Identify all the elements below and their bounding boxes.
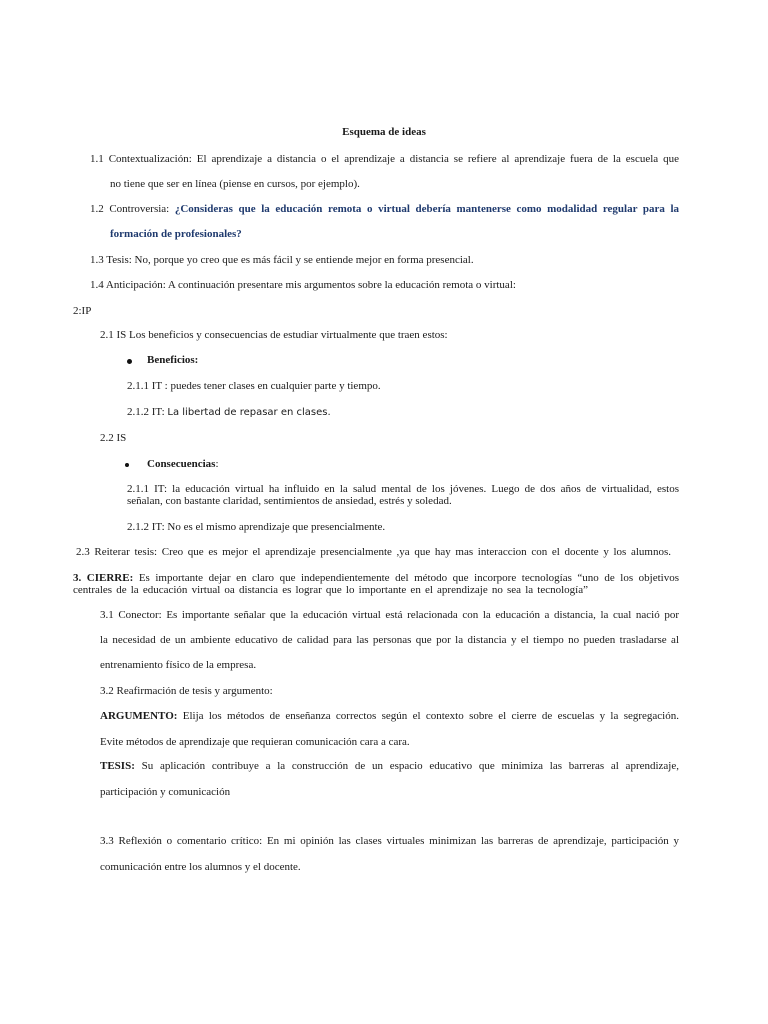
is-2-2: 2.2 IS (100, 432, 127, 444)
tesis-line-2: participación y comunicación (100, 786, 231, 798)
reflexion-line-2: comunicación entre los alumnos y el docente. (100, 861, 301, 873)
conector-line-3: entrenamiento físico de la empresa. (100, 659, 257, 671)
conector-line-1: 3.1 Conector: Es importante señalar que la educación virtual está relacionada con la educación a distancia, la cual nació por (100, 609, 679, 621)
argumento-text-1: Elija los métodos de enseñanza correctos según el contexto sobre el cierre de escuelas y la segregación. (182, 710, 679, 722)
contextualizacion-line-1: 1.1 Contextualización: El aprendizaje a distancia o el aprendizaje a distancia se refiere al aprendizaje fuera de la escuela que (90, 153, 679, 165)
anticipacion-1-4: 1.4 Anticipación: A continuación presentare mis argumentos sobre la educación remota o virtual: (90, 279, 516, 291)
it-consecuencias-1-line-2: señalan, con bastante claridad, sentimientos de ansiedad, estrés y soledad. (127, 495, 452, 507)
controversia-label: 1.2 Controversia: (90, 203, 170, 215)
bullet-beneficios (127, 359, 132, 364)
controversia-question: ¿Consideras que la educación remota o virtual debería mantenerse como modalidad regular para la (174, 203, 679, 215)
argumento-line-1 (100, 710, 679, 723)
consecuencias-colon: : (215, 458, 219, 470)
it-2-1-2-label: 2.1.2 IT: (127, 406, 165, 418)
tesis-text-1: Su aplicación contribuye a la construcción de un espacio educativo que minimiza las barreras al aprendizaje, (141, 760, 679, 772)
is-2-1: 2.1 IS Los beneficios y consecuencias de estudiar virtualmente que traen estos: (100, 329, 448, 341)
controversia-line-2: formación de profesionales? (110, 228, 242, 240)
it-consecuencias-1-line-1: 2.1.1 IT: la educación virtual ha influido en la salud mental de los jóvenes. Luego de dos años de virtualidad, estos (127, 483, 679, 495)
it-consecuencias-2: 2.1.2 IT: No es el mismo aprendizaje que presencialmente. (127, 521, 386, 533)
cierre-label: 3. CIERRE: (73, 572, 134, 584)
cierre-line-2: centrales de la educación virtual oa distancia es lograr que lo importante en el aprendizaje no sea la tecnología” (73, 584, 588, 596)
tesis-1-3: 1.3 Tesis: No, porque yo creo que es más fácil y se entiende mejor en forma presencial. (90, 254, 474, 266)
tesis-label: TESIS: (100, 760, 135, 772)
conector-line-2: la necesidad de un ambiente educativo de calidad para las personas que por la distancia y el tiempo no pueden trasladarse al (100, 634, 679, 646)
cierre-text-1: Es importante dejar en claro que independientemente del método que incorpore tecnologías “uno de los objetivos (138, 572, 680, 584)
contextualizacion-line-2: no tiene que ser en línea (piense en cursos, por ejemplo). (110, 178, 360, 190)
argumento-label: ARGUMENTO: (100, 710, 178, 722)
bullet-consecuencias (125, 463, 129, 467)
it-2-1-1: 2.1.1 IT : puedes tener clases en cualquier parte y tiempo. (127, 380, 381, 392)
ip-heading: 2:IP (73, 305, 92, 317)
consecuencias-line (147, 458, 219, 471)
it-2-1-2 (127, 406, 331, 419)
controversia-line-1 (90, 203, 679, 216)
beneficios-label: Beneficios: (147, 354, 199, 366)
consecuencias-label: Consecuencias (147, 458, 216, 470)
argumento-line-2: Evite métodos de aprendizaje que requieran comunicación cara a cara. (100, 736, 410, 748)
tesis-line-1 (100, 760, 679, 773)
it-2-1-2-text: La libertad de repasar en clases. (167, 407, 331, 418)
reflexion-line-1: 3.3 Reflexión o comentario crítico: En mi opinión las clases virtuales minimizan las barreras de aprendizaje, participación y (100, 835, 679, 847)
document-title: Esquema de ideas (342, 126, 426, 138)
reafirmacion-3-2: 3.2 Reafirmación de tesis y argumento: (100, 685, 273, 697)
reiterar-tesis-2-3: 2.3 Reiterar tesis: Creo que es mejor el aprendizaje presencialmente ,ya que hay mas interaccion con el docente y los alumnos. (76, 546, 671, 558)
